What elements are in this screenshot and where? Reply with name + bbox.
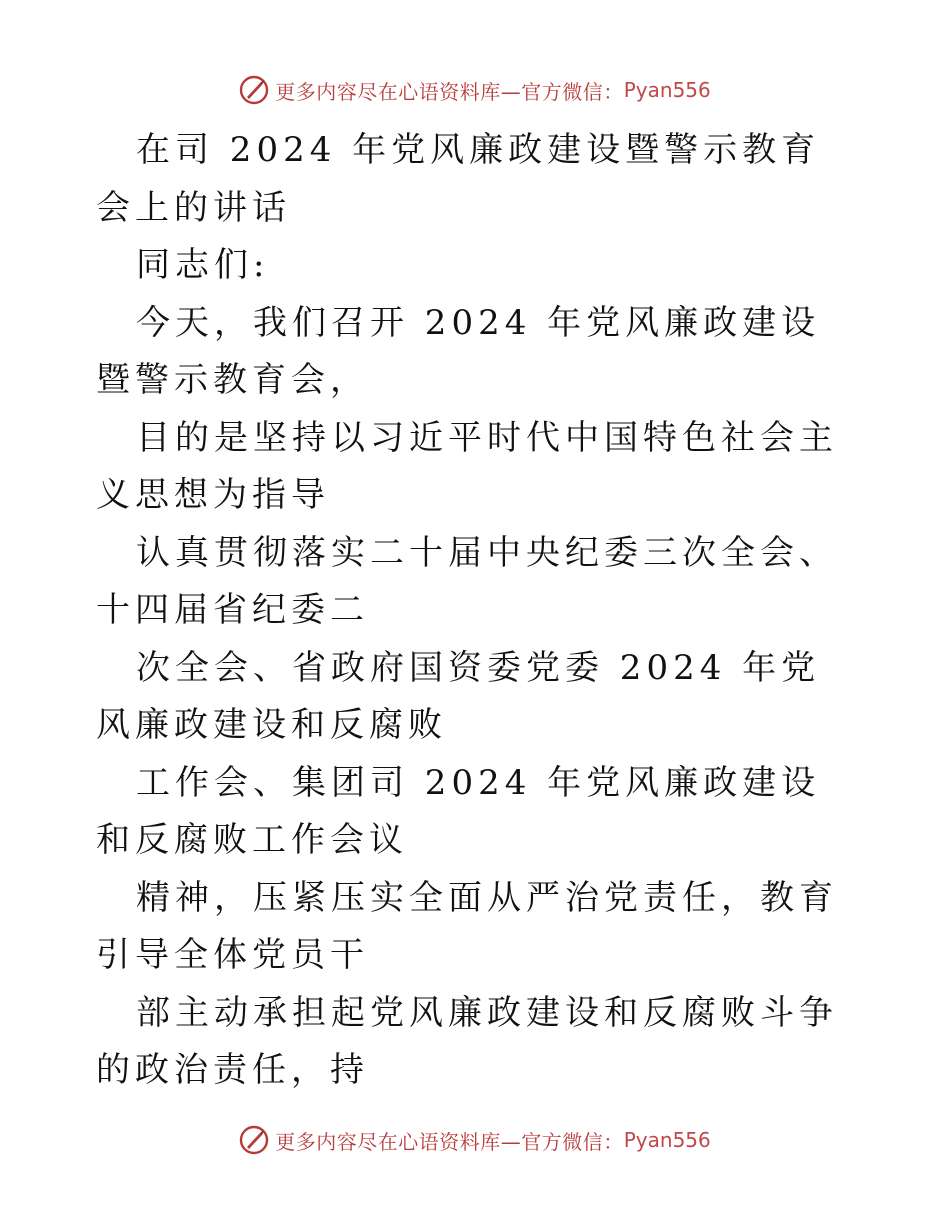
paragraph: 工作会、集团司 2024 年党风廉政建设和反腐败工作会议 [96,762,821,860]
watermark-header [0,70,950,110]
watermark-wechat-id: Pyan556 [623,1128,711,1152]
quill-pen-icon [239,75,269,105]
paragraph: 认真贯彻落实二十届中央纪委三次全会、十四届省纪委二 [96,532,838,630]
document-body [96,122,856,1100]
watermark-footer [0,1120,950,1160]
paragraph: 次全会、省政府国资委党委 2024 年党风廉政建设和反腐败 [96,647,821,745]
paragraph: 目的是坚持以习近平时代中国特色社会主义思想为指导 [96,417,838,515]
salutation: 同志们: [136,245,270,285]
watermark-text: 更多内容尽在心语资料库—官方微信： [275,79,624,104]
quill-pen-icon [239,1125,269,1155]
document-title: 在司 2024 年党风廉政建设暨警示教育会上的讲话 [96,130,821,228]
watermark-text: 更多内容尽在心语资料库—官方微信： [275,1129,624,1154]
paragraph: 今天，我们召开 2024 年党风廉政建设暨警示教育会， [96,302,821,400]
watermark-wechat-id: Pyan556 [623,78,711,102]
paragraph: 部主动承担起党风廉政建设和反腐败斗争的政治责任，持 [96,992,838,1090]
paragraph: 精神，压紧压实全面从严治党责任，教育引导全体党员干 [96,877,838,975]
